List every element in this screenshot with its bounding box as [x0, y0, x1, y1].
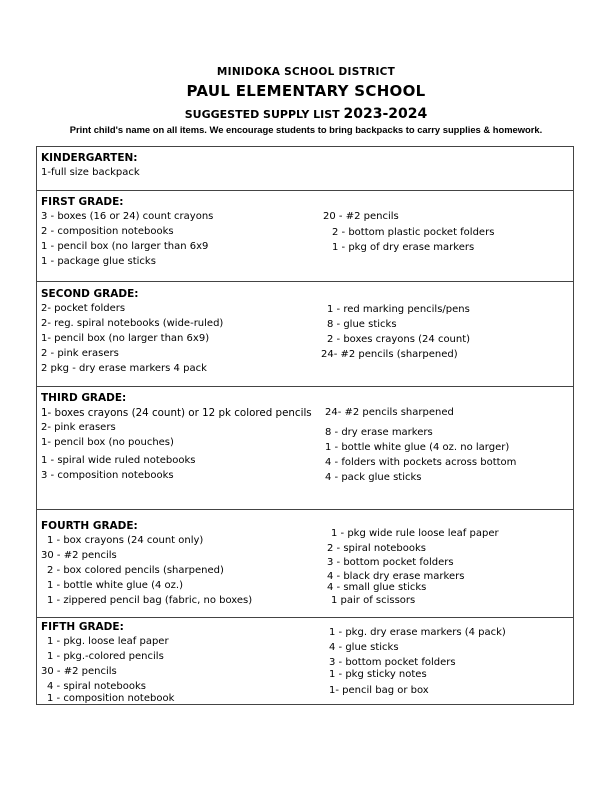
list-item: 30 - #2 pencils	[41, 666, 117, 677]
list-item: 2 - box colored pencils (sharpened)	[47, 565, 224, 576]
list-item: 1 - package glue sticks	[41, 256, 156, 267]
list-item: 4 - small glue sticks	[327, 582, 427, 593]
list-item: 1 - pkg. dry erase markers (4 pack)	[329, 627, 506, 638]
list-item: 2- pink erasers	[41, 422, 116, 433]
list-item: 2- reg. spiral notebooks (wide-ruled)	[41, 318, 224, 329]
school-year: 2023-2024	[343, 106, 428, 122]
section-title: THIRD GRADE:	[41, 392, 127, 404]
list-item: 4 - glue sticks	[329, 642, 399, 653]
notice-text: Print child's name on all items. We encourage students to bring backpacks to carry supplies & homework.	[69, 124, 543, 135]
list-item: 1 - pkg of dry erase markers	[332, 242, 475, 253]
section-title: KINDERGARTEN:	[41, 152, 138, 164]
school-name: PAUL ELEMENTARY SCHOOL	[186, 82, 426, 100]
list-item: 1 - bottle white glue (4 oz. no larger)	[325, 442, 510, 453]
list-item: 3 - composition notebooks	[41, 470, 174, 481]
section-fifth-grade	[37, 618, 573, 706]
list-item: 3 - bottom pocket folders	[327, 557, 454, 568]
list-item: 1 - zippered pencil bag (fabric, no boxes)	[47, 595, 253, 606]
list-item: 4 - black dry erase markers	[327, 571, 465, 582]
list-item: 1 - pkg wide rule loose leaf paper	[331, 528, 499, 539]
list-item: 4 - pack glue sticks	[325, 472, 422, 483]
section-second-grade	[37, 282, 573, 387]
list-item: 1- pencil box (no larger than 6x9)	[41, 333, 210, 344]
list-item: 1 - red marking pencils/pens	[327, 304, 470, 315]
list-item: 8 - dry erase markers	[325, 427, 433, 438]
list-item: 1 - bottle white glue (4 oz.)	[47, 580, 183, 591]
list-subtitle	[0, 106, 612, 122]
list-item: 2 - spiral notebooks	[327, 543, 426, 554]
subtitle-text: SUGGESTED SUPPLY LIST	[184, 108, 340, 121]
list-item: 1 pair of scissors	[331, 595, 416, 606]
list-item: 1 - box crayons (24 count only)	[47, 535, 204, 546]
list-item: 3 - bottom pocket folders	[329, 657, 456, 668]
list-item: 1-full size backpack	[41, 167, 140, 178]
list-item: 24- #2 pencils (sharpened)	[321, 349, 458, 360]
list-item: 4 - folders with pockets across bottom	[325, 457, 517, 468]
list-item: 2 pkg - dry erase markers 4 pack	[41, 363, 207, 374]
list-item: 24- #2 pencils sharpened	[325, 407, 454, 418]
list-item: 2 - bottom plastic pocket folders	[332, 227, 495, 238]
list-item: 20 - #2 pencils	[323, 211, 399, 222]
district-name: MINIDOKA SCHOOL DISTRICT	[216, 66, 396, 78]
supply-table	[36, 146, 574, 705]
section-title: FIFTH GRADE:	[41, 621, 124, 633]
list-item: 2 - boxes crayons (24 count)	[327, 334, 471, 345]
list-item: 1 - spiral wide ruled notebooks	[41, 455, 196, 466]
list-item: 2 - composition notebooks	[41, 226, 174, 237]
list-item: 1- pencil bag or box	[329, 685, 429, 696]
section-third-grade	[37, 387, 573, 510]
list-item: 1- boxes crayons (24 count) or 12 pk colored pencils	[41, 407, 312, 419]
list-item: 3 - boxes (16 or 24) count crayons	[41, 211, 214, 222]
list-item: 1 - composition notebook	[47, 693, 175, 704]
section-fourth-grade	[37, 510, 573, 618]
section-first-grade	[37, 191, 573, 282]
section-title: FIRST GRADE:	[41, 196, 124, 208]
list-item: 30 - #2 pencils	[41, 550, 117, 561]
section-title: FOURTH GRADE:	[41, 520, 138, 532]
list-item: 2 - pink erasers	[41, 348, 119, 359]
list-item: 4 - spiral notebooks	[47, 681, 146, 692]
list-item: 1- pencil box (no pouches)	[41, 437, 174, 448]
section-kindergarten	[37, 147, 573, 191]
list-item: 1 - pencil box (no larger than 6x9	[41, 241, 209, 252]
list-item: 1 - pkg. loose leaf paper	[47, 636, 169, 647]
section-title: SECOND GRADE:	[41, 288, 139, 300]
list-item: 1 - pkg.-colored pencils	[47, 651, 164, 662]
list-item: 2- pocket folders	[41, 303, 126, 314]
list-item: 1 - pkg sticky notes	[329, 669, 427, 680]
list-item: 8 - glue sticks	[327, 319, 397, 330]
